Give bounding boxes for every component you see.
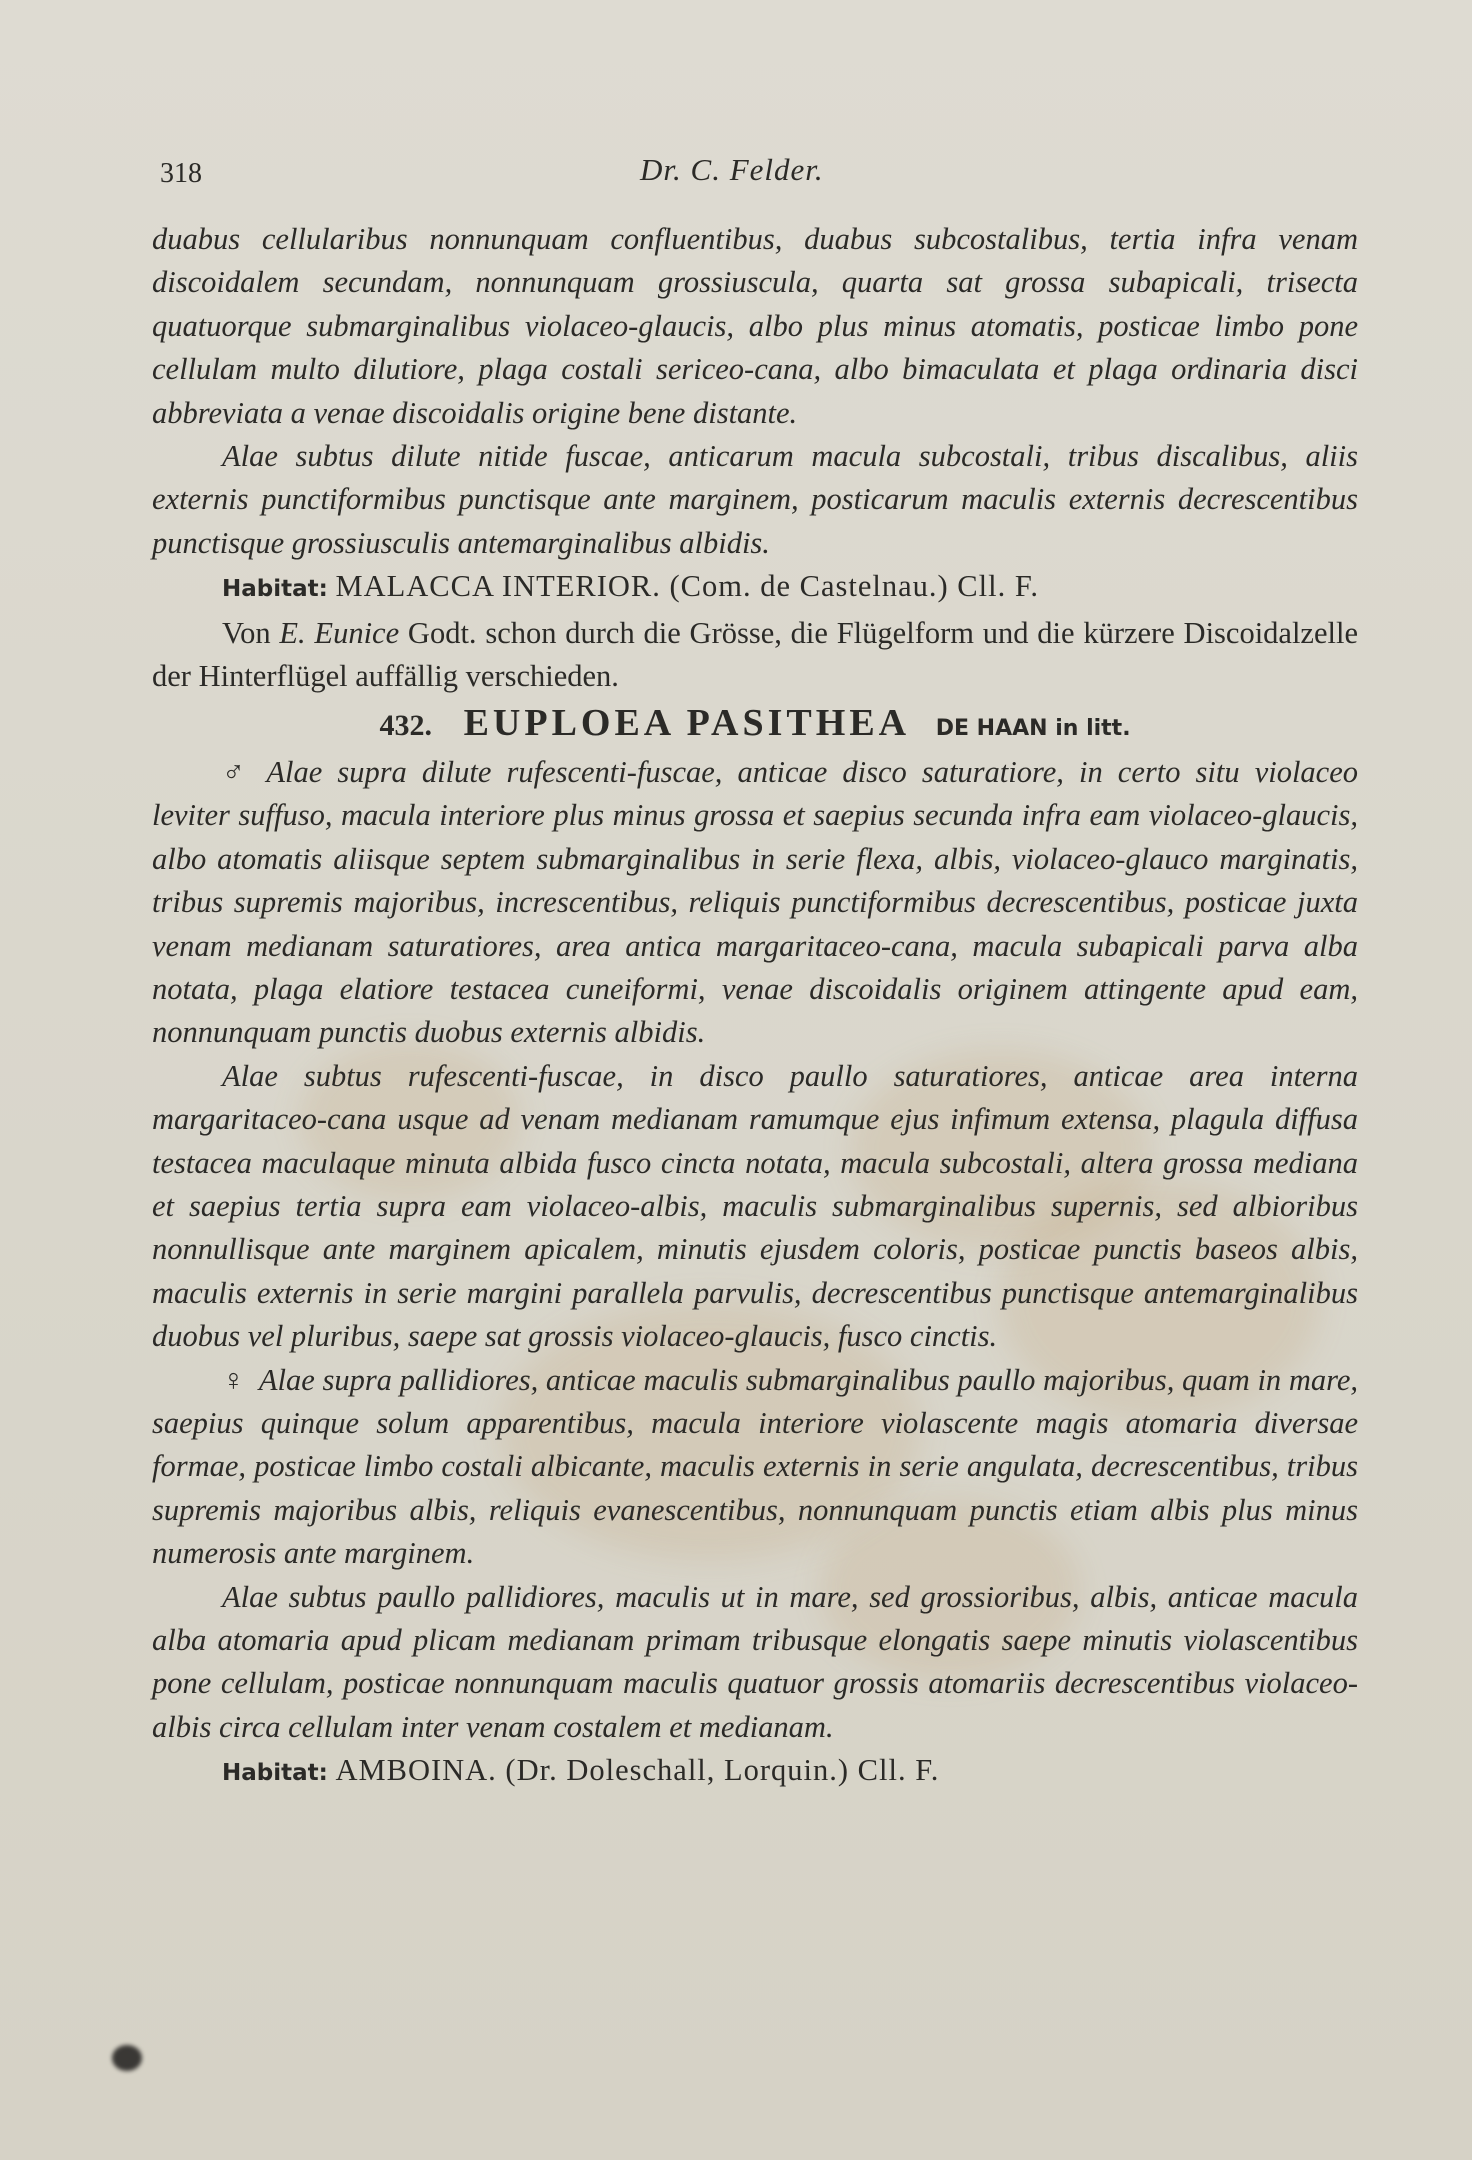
note-text: Von — [222, 615, 280, 650]
paragraph-continuation: duabus cellularibus nonnunquam confluentibus, duabus subcostalibus, tertia infra venam discoidalem secundam, nonnunquam grossiuscula, quarta sat grossa subapicali, trisecta quatuorque submarginalibus violaceo-glaucis, albo plus minus atomatis, posticae limbo pone cellulam multo dilutiore, plaga costali sericeo-cana, albo bimaculata et plaga ordinaria disci abbreviata a venae discoidalis origine bene distante. — [152, 222, 1358, 430]
running-head: Dr. C. Felder. — [640, 152, 824, 187]
male-symbol: ♂ — [222, 754, 253, 789]
page-number: 318 — [160, 158, 202, 189]
species-author: DE HAAN in litt. — [935, 716, 1131, 742]
body-text — [152, 218, 1358, 1796]
habitat-text: MALACCA INTERIOR. (Com. de Castelnau.) Cll. F. — [335, 569, 1039, 604]
species-name: EUPLOEA PASITHEA — [463, 702, 911, 745]
ink-blot — [112, 2045, 142, 2071]
female-upperside-text: Alae supra pallidiores, anticae maculis submarginalibus paullo majoribus, quam in mare, saepius quinque solum apparentibus, macula interiore violascente magis atomaria diversae formae, posticae limbo costali albicante, maculis externis in serie angulata, decrescentibus, tribus supremis majoribus albis, reliquis evanescentibus, nonnunquam punctis etiam albis plus minus numerosis ante marginem. — [152, 1362, 1358, 1571]
paragraph-female-upperside — [152, 1359, 1358, 1576]
paragraph-male-upperside — [152, 751, 1358, 1055]
habitat-line — [152, 565, 1358, 611]
female-symbol: ♀ — [222, 1362, 245, 1397]
note-text: Godt. schon durch die Grösse, die Flügelform und die kürzere Discoidalzelle der Hinterflügel auffällig verschieden. — [152, 615, 1358, 694]
habitat-line — [152, 1749, 1358, 1795]
paragraph-male-underside: Alae subtus rufescenti-fuscae, in disco paullo saturatiores, anticae area interna margaritaceo-cana usque ad venam medianam ramumque ejus infimum extensa, plagula diffusa testacea maculaque minuta albida fusco cincta notata, macula subcostali, altera grossa mediana et saepius tertia supra eam violaceo-albis, maculis submarginalibus supernis, sed albioribus nonnullisque ante marginem apicalem, minutis ejusdem coloris, posticae punctis baseos albis, maculis externis in serie margini parallela parvulis, decrescentibus punctisque antemarginalibus duobus vel pluribus, saepe sat grossis violaceo-glaucis, fusco cinctis. — [152, 1058, 1358, 1354]
paragraph-underside: Alae subtus dilute nitide fuscae, anticarum macula subcostali, tribus discalibus, aliis externis punctiformibus punctisque ante marginem, posticarum maculis externis decrescentibus punctisque grossiusculis antemarginalibus albidis. — [152, 439, 1358, 560]
habitat-text: AMBOINA. (Dr. Doleschall, Lorquin.) Cll. F. — [335, 1753, 940, 1788]
male-upperside-text: Alae supra dilute rufescenti-fuscae, anticae disco saturatiore, in certo situ violaceo leviter suffuso, macula interiore plus minus grossa et saepius secunda infra eam violaceo-glaucis, albo atomatis aliisque septem submarginalibus in serie flexa, albis, violaceo-glauco marginatis, tribus supremis majoribus, increscentibus, reliquis punctiformibus decrescentibus, posticae juxta venam medianam saturatiores, area antica margaritaceo-cana, macula subapicali parva alba notata, plaga elatiore testacea cuneiformi, venae discoidalis originem attingente apud eam, nonnunquam punctis duobus externis albidis. — [152, 754, 1359, 1050]
species-heading — [152, 702, 1358, 750]
paragraph-german-note — [152, 612, 1358, 699]
species-number: 432. — [379, 709, 432, 743]
paragraph-female-underside: Alae subtus paullo pallidiores, maculis ut in mare, sed grossioribus, albis, anticae macula alba atomaria apud plicam medianam primam tribusque elongatis saepe minutis violascentibus pone cellulam, posticae nonnunquam maculis quatuor grossis atomariis decrescentibus violaceo-albis circa cellulam inter venam costalem et medianam. — [152, 1579, 1358, 1744]
habitat-label: Habitat: — [222, 576, 328, 603]
species-reference: E. Eunice — [279, 615, 400, 650]
habitat-label: Habitat: — [222, 1760, 328, 1787]
page-header — [160, 150, 1360, 200]
